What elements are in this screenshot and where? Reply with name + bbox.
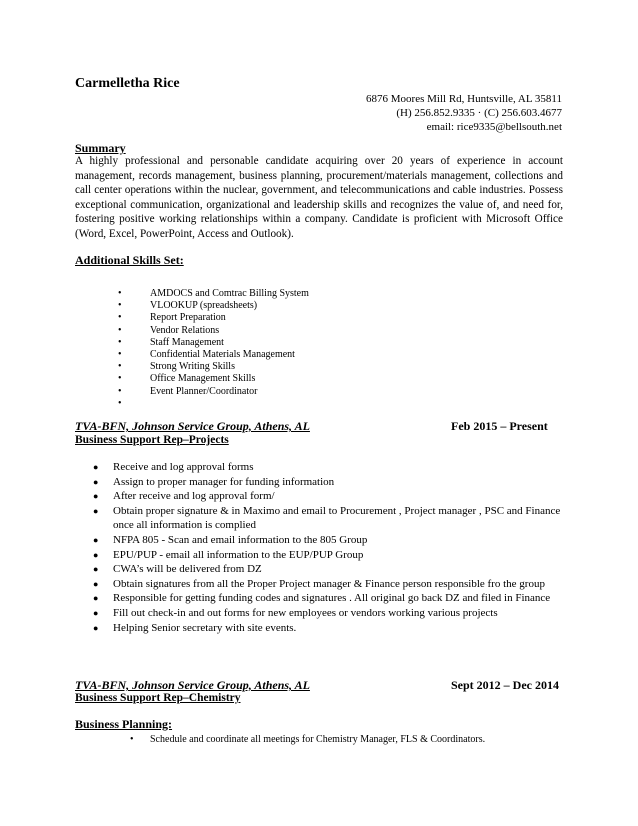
bullet-icon: ● [93,462,99,472]
bullet-icon: • [118,312,122,324]
list-item: ● Fill out check-in and out forms for new employees or vendors working various projects [93,606,498,619]
list-item: • Vendor Relations [118,324,220,336]
job-duties-list [93,460,563,635]
summary-heading: Summary [75,141,126,155]
skills-heading: Additional Skills Set: [75,253,184,267]
skills-list [118,288,309,410]
list-item: ● Obtain proper signature & in Maximo and email to Procurement , Project manager , PSC and Finance once all information is complied [93,504,561,532]
job-role: Business Support Rep–Projects [75,434,229,446]
list-item: ● Helping Senior secretary with site events. [93,621,297,634]
bullet-icon: • [118,385,122,397]
bullet-icon: ● [93,505,99,516]
candidate-name: Carmelletha Rice [75,76,180,91]
bullet-icon: ● [93,534,99,545]
business-planning-list [130,734,485,746]
list-item [118,398,309,410]
list-item: ● NFPA 805 - Scan and email information to the 805 Group [93,533,368,546]
contact-address: 6876 Moores Mill Rd, Huntsville, AL 35811 [366,93,562,105]
bullet-icon: • [118,288,122,299]
bullet-icon: • [118,336,122,348]
job-title: TVA-BFN, Johnson Service Group, Athens, AL [75,419,310,433]
contact-email: email: rice9335@bellsouth.net [426,121,562,133]
bullet-icon: • [118,348,122,360]
bullet-icon: ● [93,593,99,604]
list-item: ● After receive and log approval form/ [93,490,275,503]
bullet-icon: ● [93,476,99,487]
bullet-icon: ● [93,564,99,575]
job-dates: Feb 2015 – Present [451,419,548,433]
bullet-icon: ● [93,622,99,633]
list-item: • Schedule and coordinate all meetings for Chemistry Manager, FLS & Coordinators. [130,734,486,745]
list-item: • AMDOCS and Comtrac Billing System [118,288,309,299]
bullet-icon: • [130,734,134,745]
list-item: • Office Management Skills [118,373,256,385]
bullet-icon: • [118,324,122,336]
list-item: ● EPU/PUP - email all information to the EUP/PUP Group [93,548,364,561]
list-item: • Strong Writing Skills [118,361,235,373]
list-item: • Report Preparation [118,312,226,324]
business-planning-heading: Business Planning: [75,717,173,731]
contact-phones: (H) 256.852.9335 · (C) 256.603.4677 [396,107,562,119]
bullet-icon: ● [93,549,99,560]
list-item: • Staff Management [118,336,224,348]
bullet-icon: ● [93,578,99,589]
list-item: ● Assign to proper manager for funding information [93,475,335,488]
bullet-icon: • [118,373,122,385]
bullet-icon: ● [93,607,99,618]
bullet-icon: • [118,361,122,373]
list-item: ● Responsible for getting funding codes and signatures . All original go back DZ and filed in Finance [93,592,551,605]
job-dates: Sept 2012 – Dec 2014 [451,678,559,692]
summary-text: A highly professional and personable candidate acquiring over 20 years of experience in account management, records management, business planning, procurement/materials management, collections and call center operations within the nuclear, government, and telecommunications and cable industries. Possess exceptional communication, organizational and leadership skills and recognizes the value of, and need for, fostering positive working relationships within a company. Candidate is proficient with Microsoft Office (Word, Excel, PowerPoint, Access and Outlook). [75,155,563,240]
job-role: Business Support Rep–Chemistry [75,692,241,704]
bullet-icon: • [118,397,122,409]
list-item: • VLOOKUP (spreadsheets) [118,300,258,312]
list-item: ● CWA’s will be delivered from DZ [93,563,262,576]
list-item: ● Obtain signatures from all the Proper Project manager & Finance person responsible fro the group [93,577,545,590]
job-title: TVA-BFN, Johnson Service Group, Athens, AL [75,678,310,692]
bullet-icon: • [118,300,122,312]
list-item: • Confidential Materials Management [118,348,295,360]
list-item: • Event Planner/Coordinator [118,385,258,397]
bullet-icon: ● [93,491,99,502]
list-item: ● Receive and log approval forms [93,461,254,473]
